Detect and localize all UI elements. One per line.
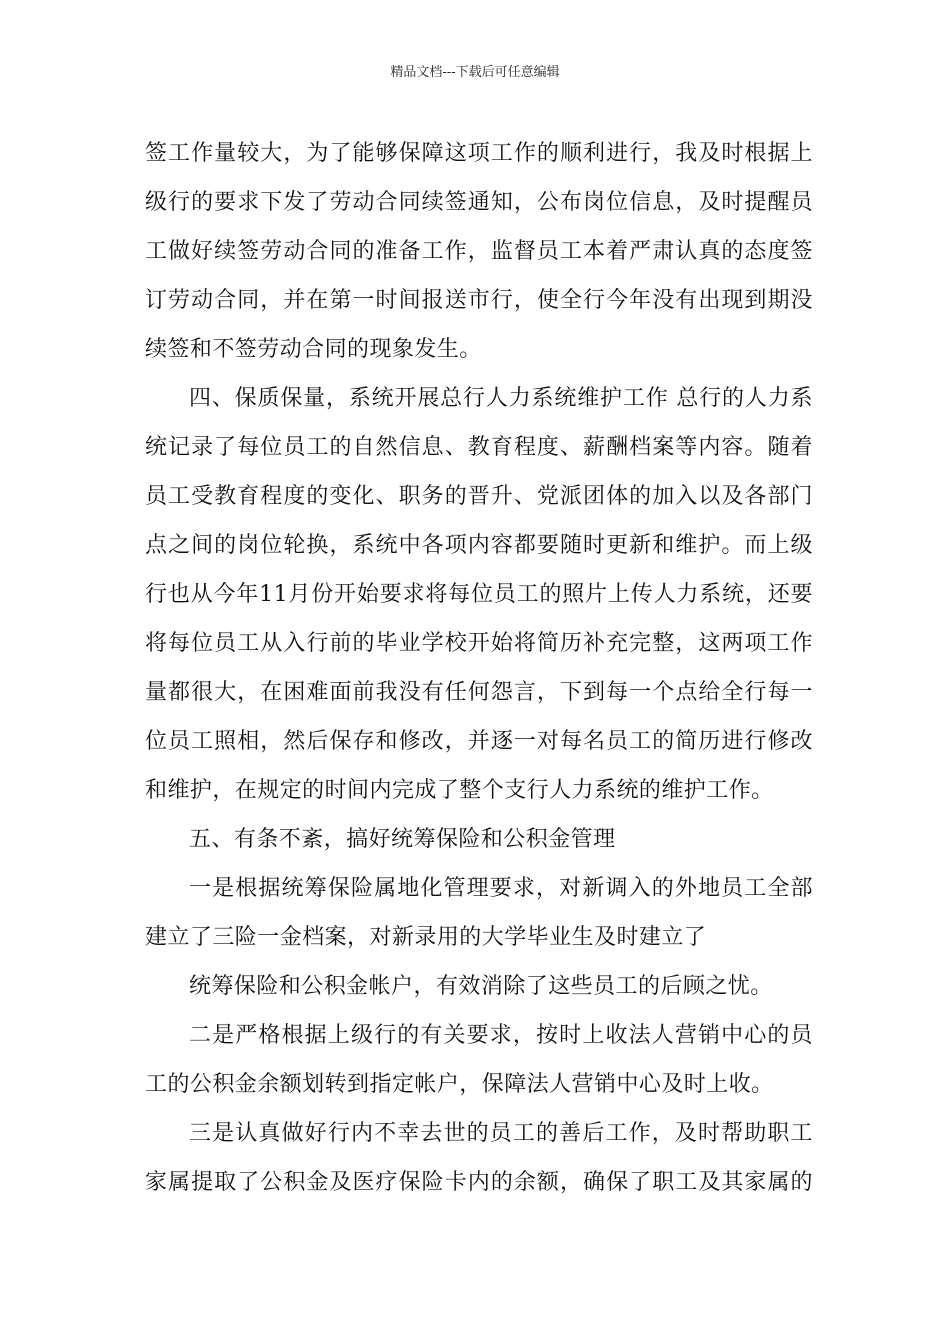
document-body — [145, 129, 813, 1207]
text-line: 将每位员工从入行前的毕业学校开始将简历补充完整，这两项工作 — [145, 631, 813, 656]
text-line: 三是认真做好行内不幸去世的员工的善后工作，及时帮助职工 — [189, 1121, 813, 1146]
text-line: 续签和不签劳动合同的现象发生。 — [145, 337, 482, 362]
page-header: 精品文档---下载后可任意编辑 — [390, 65, 560, 80]
text-line: 签工作量较大，为了能够保障这项工作的顺利进行，我及时根据上 — [145, 141, 813, 166]
text-line: 统筹保险和公积金帐户，有效消除了这些员工的后顾之忧。 — [189, 974, 773, 999]
text-line: 位员工照相，然后保存和修改，并逐一对每名员工的简历进行修改 — [145, 729, 813, 754]
section-heading-line: 五、有条不紊，搞好统筹保险和公积金管理 — [189, 827, 616, 852]
text-line: 订劳动合同，并在第一时间报送市行，使全行今年没有出现到期没 — [145, 288, 813, 313]
text-line: 工的公积金余额划转到指定帐户，保障法人营销中心及时上收。 — [145, 1072, 774, 1097]
text-line: 员工受教育程度的变化、职务的晋升、党派团体的加入以及各部门 — [145, 484, 813, 509]
text-line: 工做好续签劳动合同的准备工作，监督员工本着严肃认真的态度签 — [145, 239, 813, 264]
text-line: 行也从今年11月份开始要求将每位员工的照片上传人力系统，还要 — [145, 582, 813, 607]
text-line: 量都很大，在困难面前我没有任何怨言，下到每一个点给全行每一 — [145, 680, 813, 705]
text-line: 级行的要求下发了劳动合同续签通知，公布岗位信息，及时提醒员 — [145, 190, 813, 215]
text-line: 点之间的岗位轮换，系统中各项内容都要随时更新和维护。而上级 — [145, 533, 813, 558]
text-line: 一是根据统筹保险属地化管理要求，对新调入的外地员工全部 — [189, 876, 813, 901]
text-line: 家属提取了公积金及医疗保险卡内的余额，确保了职工及其家属的 — [145, 1170, 813, 1195]
section-heading-line: 四、保质保量，系统开展总行人力系统维护工作 总行的人力系 — [189, 386, 813, 411]
text-line: 二是严格根据上级行的有关要求，按时上收法人营销中心的员 — [189, 1023, 813, 1048]
text-line: 建立了三险一金档案，对新录用的大学毕业生及时建立了 — [145, 925, 707, 950]
text-line: 统记录了每位员工的自然信息、教育程度、薪酬档案等内容。随着 — [145, 435, 813, 460]
text-line: 和维护，在规定的时间内完成了整个支行人力系统的维护工作。 — [145, 778, 774, 803]
